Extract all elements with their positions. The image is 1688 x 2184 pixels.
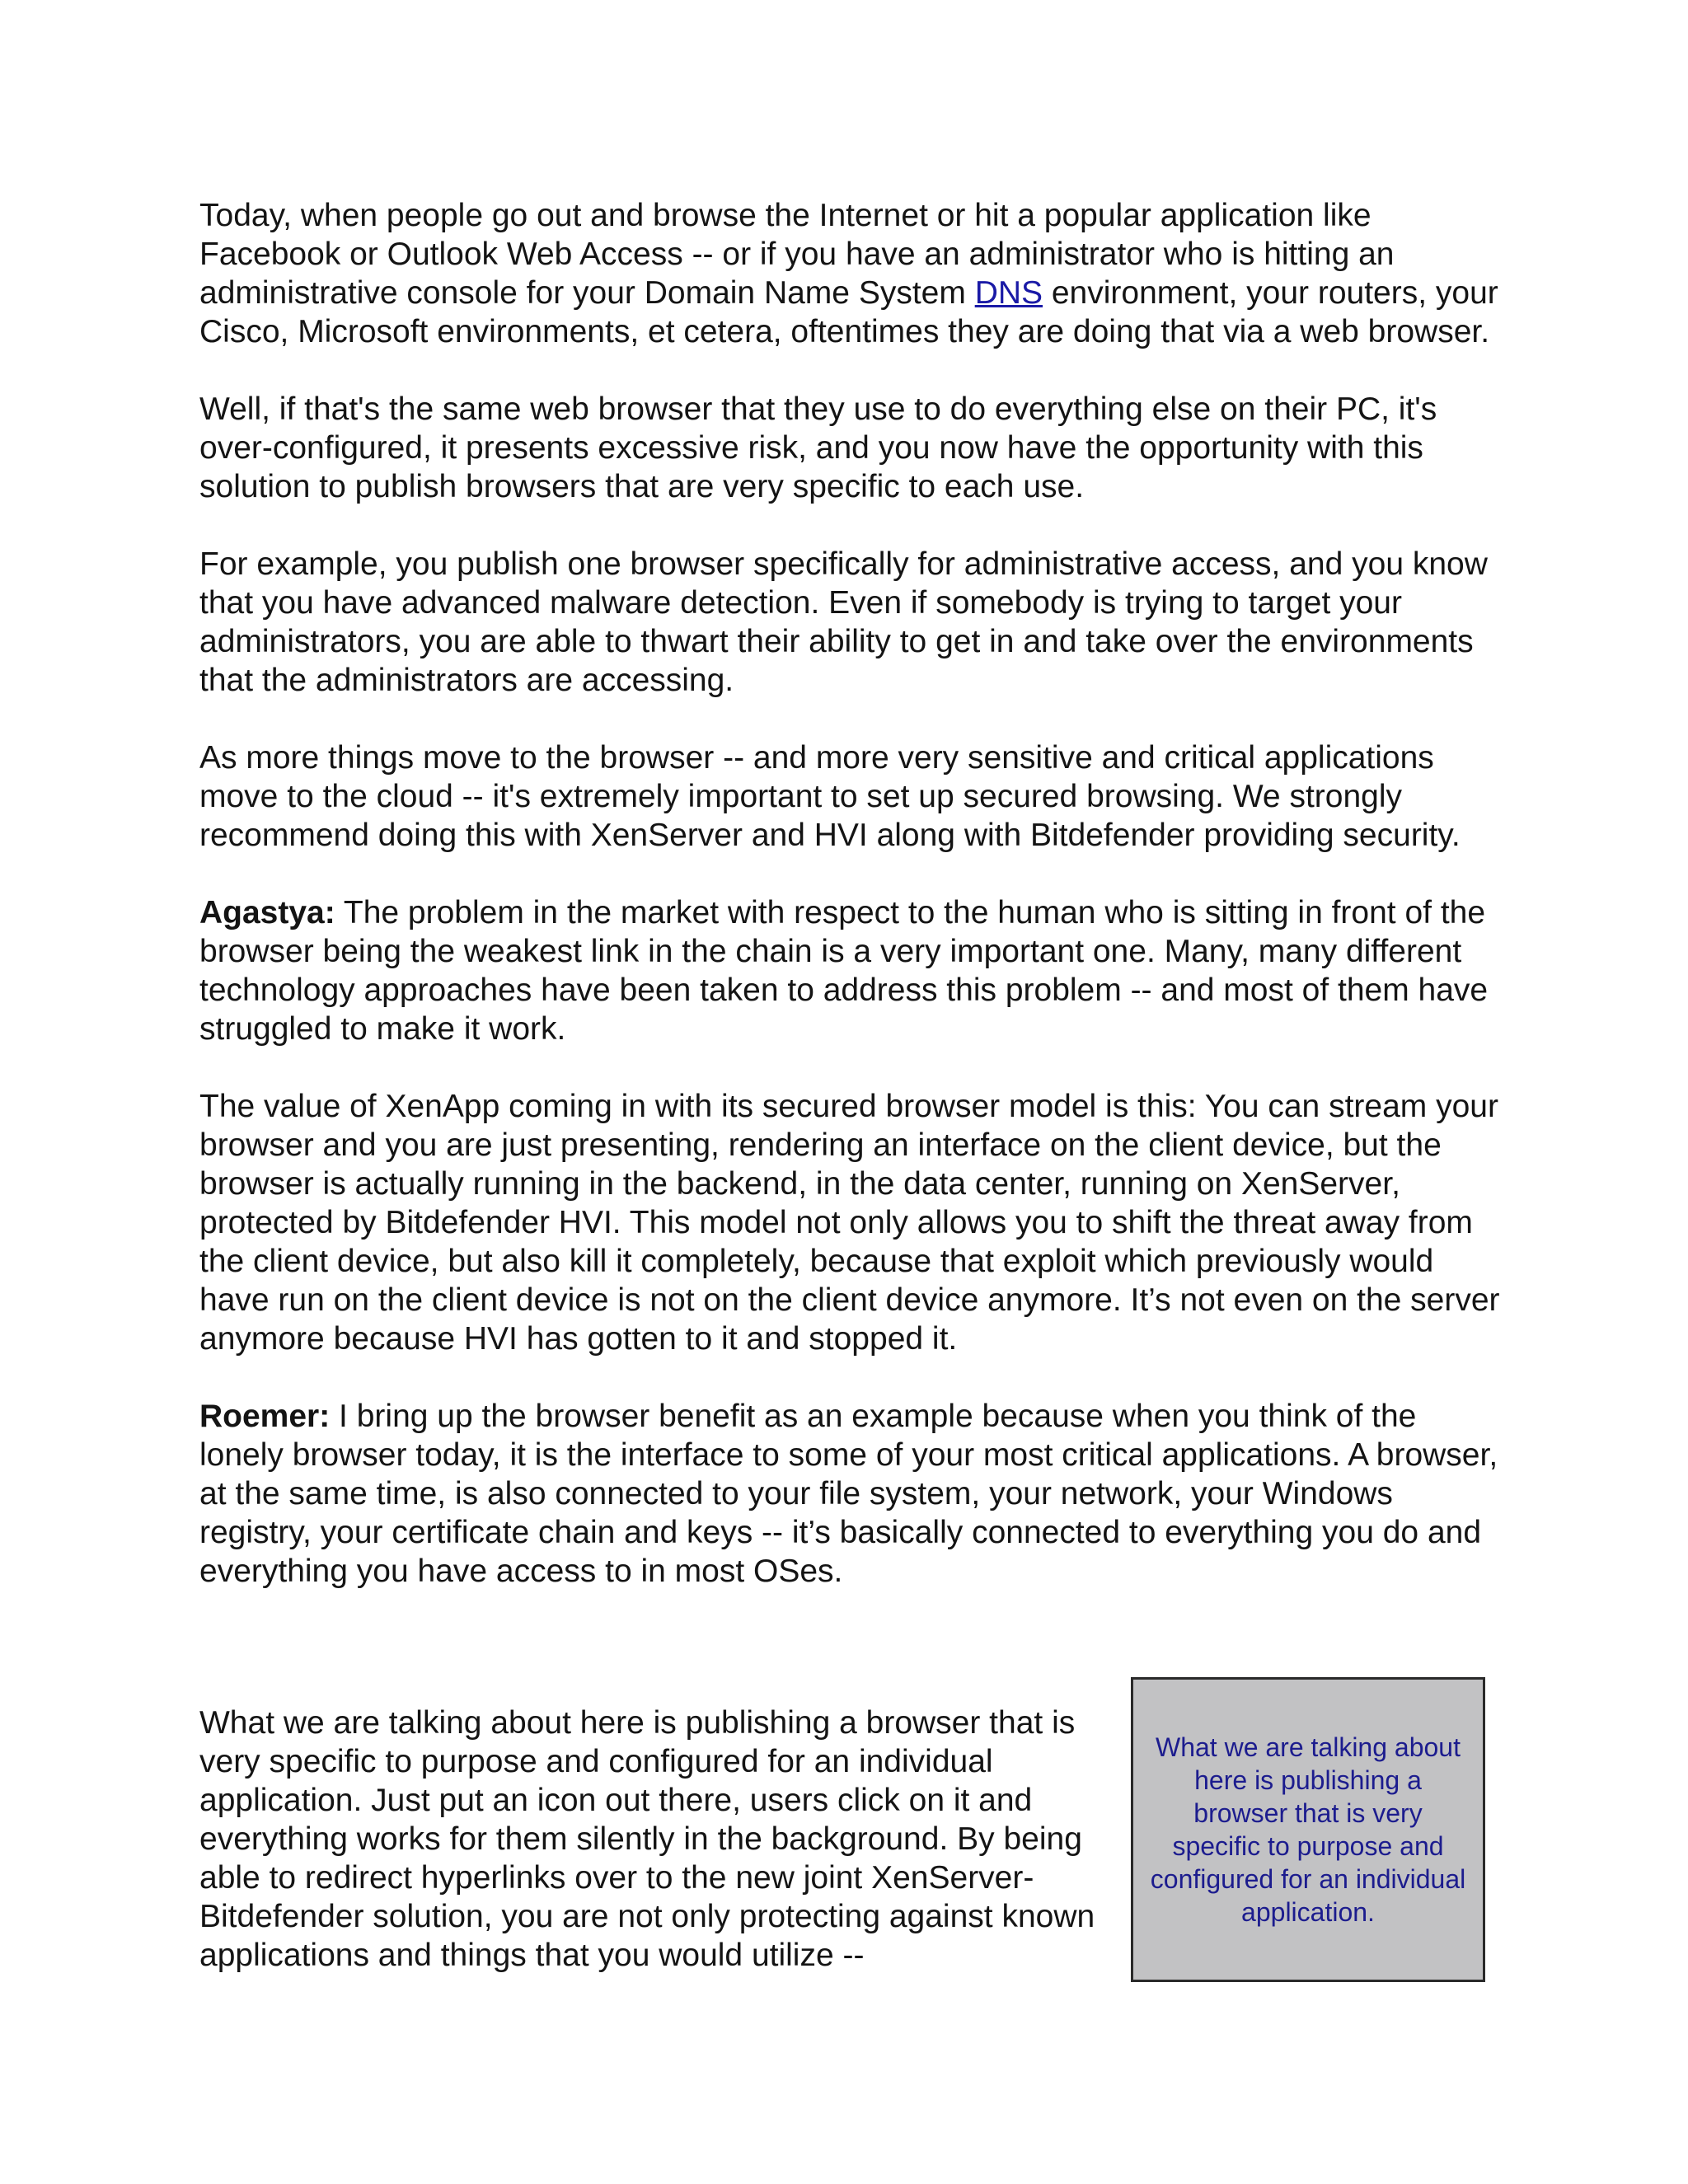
paragraph-intro-text-end: environment, your routers, your Cisco, Microsoft environments, et cetera, oftentimes they are doing that via a web browser. bbox=[199, 275, 1498, 349]
article-body bbox=[199, 196, 1502, 1629]
paragraph-secured-browsing: As more things move to the browser -- and more very sensitive and critical applications move to the cloud -- it's extremely important to set up secured browsing. We strongly recommend doing this with XenServer and HVI along with Bitdefender providing security. bbox=[199, 740, 1461, 853]
paragraph-example: For example, you publish one browser specifically for administrative access, and you know that you have advanced malware detection. Even if somebody is trying to target your administrators, you are able to thwart their ability to get in and take over the environments that the administrators are accessing. bbox=[199, 546, 1488, 698]
speaker-name-roemer: Roemer: bbox=[199, 1399, 331, 1434]
paragraph-agastya-text: The problem in the market with respect to the human who is sitting in front of the browser being the weakest link in the chain is a very important one. Many, many different technology approaches have been taken to address this problem -- and most of them have struggled to make it work. bbox=[199, 895, 1489, 1047]
paragraph-xenapp-value: The value of XenApp coming in with its secured browser model is this: You can stream your browser and you are just presenting, rendering an interface on the client device, but the browser is actually running in the backend, in the data center, running on XenServer, protected by Bitdefender HVI. This model not only allows you to shift the threat away from the client device, but also kill it completely, because that exploit which previously would have run on the client device is not on the client device anymore. It’s not even on the server anymore because HVI has gotten to it and stopped it. bbox=[199, 1089, 1500, 1357]
paragraph-roemer bbox=[199, 1397, 1502, 1591]
pull-quote-text: What we are talking about here is publishing a browser that is very specific to purpose and configured for an individual application. bbox=[1150, 1732, 1466, 1927]
paragraph-agastya bbox=[199, 893, 1502, 1048]
paragraph-intro bbox=[199, 196, 1502, 351]
paragraph-publishing-browser: What we are talking about here is publishing a browser that is very specific to purpose and configured for an individual application. Just put an icon out there, users click on it and everything works for them silently in the background. By being able to redirect hyperlinks over to the new joint XenServer-Bitdefender solution, you are not only protecting against known applications and things that you would utilize -- bbox=[199, 1705, 1095, 1973]
paragraph-over-configured: Well, if that's the same web browser that they use to do everything else on their PC, it's over-configured, it presents excessive risk, and you now have the opportunity with this solution to publish browsers that are very specific to each use. bbox=[199, 391, 1437, 504]
speaker-name-agastya: Agastya: bbox=[199, 895, 335, 930]
paragraph-roemer-text: I bring up the browser benefit as an example because when you think of the lonely browser today, it is the interface to some of your most critical applications. A browser, at the same time, is also connected to your file system, your network, your Windows registry, your certificate chain and keys -- it’s basically connected to everything you do and everything you have access to in most OSes. bbox=[199, 1399, 1498, 1589]
pull-quote-box bbox=[1131, 1677, 1485, 1982]
paragraph-intro-text: Today, when people go out and browse the Internet or hit a popular application like Facebook or Outlook Web Access -- or if you have an administrator who is hitting an administrative console for your Domain Name System bbox=[199, 198, 1395, 311]
dns-link[interactable]: DNS bbox=[974, 275, 1043, 311]
